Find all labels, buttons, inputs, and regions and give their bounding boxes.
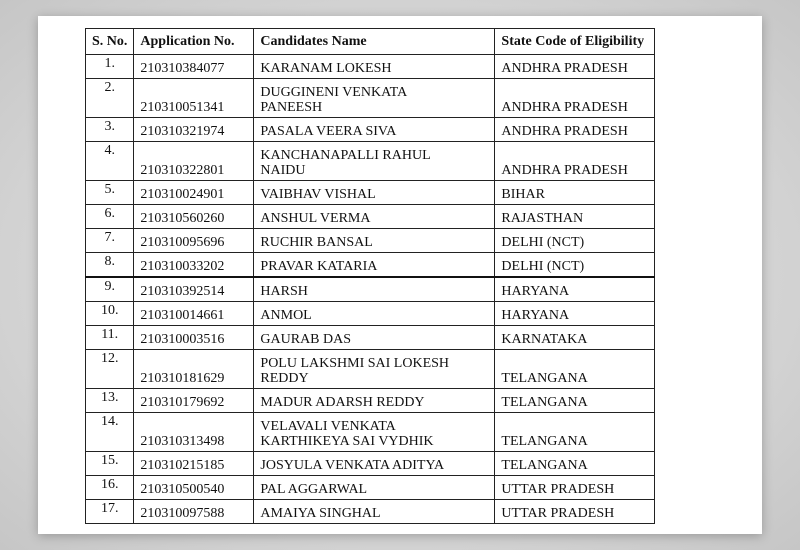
cell-candidate-name: KANCHANAPALLI RAHUL NAIDU bbox=[254, 142, 495, 181]
cell-sno: 2. bbox=[86, 79, 134, 118]
cell-application-no: 210310392514 bbox=[134, 277, 254, 302]
cell-application-no: 210310384077 bbox=[134, 55, 254, 79]
table-row bbox=[86, 229, 655, 253]
cell-candidate-name: GAURAB DAS bbox=[254, 326, 495, 350]
table-row bbox=[86, 253, 655, 278]
cell-sno: 16. bbox=[86, 476, 134, 500]
cell-sno: 10. bbox=[86, 302, 134, 326]
cell-candidate-name: PASALA VEERA SIVA bbox=[254, 118, 495, 142]
table-header-row bbox=[86, 29, 655, 55]
cell-sno: 3. bbox=[86, 118, 134, 142]
cell-state-code: BIHAR bbox=[495, 181, 655, 205]
cell-state-code: HARYANA bbox=[495, 302, 655, 326]
cell-sno: 9. bbox=[86, 277, 134, 302]
cell-state-code: TELANGANA bbox=[495, 452, 655, 476]
cell-candidate-name: MADUR ADARSH REDDY bbox=[254, 389, 495, 413]
cell-candidate-name: KARANAM LOKESH bbox=[254, 55, 495, 79]
cell-application-no: 210310003516 bbox=[134, 326, 254, 350]
cell-sno: 5. bbox=[86, 181, 134, 205]
cell-sno: 6. bbox=[86, 205, 134, 229]
table-row bbox=[86, 350, 655, 389]
table-row bbox=[86, 476, 655, 500]
cell-application-no: 210310095696 bbox=[134, 229, 254, 253]
cell-application-no: 210310033202 bbox=[134, 253, 254, 278]
table-row bbox=[86, 389, 655, 413]
cell-application-no: 210310215185 bbox=[134, 452, 254, 476]
cell-candidate-name: RUCHIR BANSAL bbox=[254, 229, 495, 253]
table-row bbox=[86, 413, 655, 452]
cell-state-code: ANDHRA PRADESH bbox=[495, 118, 655, 142]
cell-state-code: HARYANA bbox=[495, 277, 655, 302]
cell-application-no: 210310560260 bbox=[134, 205, 254, 229]
header-state-code: State Code of Eligibility bbox=[495, 29, 655, 55]
header-candidate-name: Candidates Name bbox=[254, 29, 495, 55]
candidates-table bbox=[85, 28, 655, 524]
cell-state-code: TELANGANA bbox=[495, 350, 655, 389]
cell-candidate-name: HARSH bbox=[254, 277, 495, 302]
cell-sno: 13. bbox=[86, 389, 134, 413]
cell-candidate-name: VELAVALI VENKATA KARTHIKEYA SAI VYDHIK bbox=[254, 413, 495, 452]
cell-application-no: 210310014661 bbox=[134, 302, 254, 326]
cell-application-no: 210310500540 bbox=[134, 476, 254, 500]
cell-candidate-name: POLU LAKSHMI SAI LOKESH REDDY bbox=[254, 350, 495, 389]
table-body bbox=[86, 55, 655, 524]
header-application-no: Application No. bbox=[134, 29, 254, 55]
header-sno: S. No. bbox=[86, 29, 134, 55]
cell-application-no: 210310179692 bbox=[134, 389, 254, 413]
cell-candidate-name: AMAIYA SINGHAL bbox=[254, 500, 495, 524]
table-row bbox=[86, 326, 655, 350]
table-row bbox=[86, 302, 655, 326]
cell-sno: 14. bbox=[86, 413, 134, 452]
cell-state-code: ANDHRA PRADESH bbox=[495, 142, 655, 181]
cell-state-code: DELHI (NCT) bbox=[495, 253, 655, 278]
cell-state-code: TELANGANA bbox=[495, 389, 655, 413]
cell-sno: 12. bbox=[86, 350, 134, 389]
cell-application-no: 210310097588 bbox=[134, 500, 254, 524]
cell-candidate-name: JOSYULA VENKATA ADITYA bbox=[254, 452, 495, 476]
table-row bbox=[86, 181, 655, 205]
table-row bbox=[86, 452, 655, 476]
cell-state-code: ANDHRA PRADESH bbox=[495, 55, 655, 79]
cell-sno: 7. bbox=[86, 229, 134, 253]
cell-application-no: 210310322801 bbox=[134, 142, 254, 181]
cell-state-code: UTTAR PRADESH bbox=[495, 500, 655, 524]
cell-state-code: UTTAR PRADESH bbox=[495, 476, 655, 500]
cell-sno: 11. bbox=[86, 326, 134, 350]
cell-candidate-name: VAIBHAV VISHAL bbox=[254, 181, 495, 205]
cell-state-code: TELANGANA bbox=[495, 413, 655, 452]
cell-sno: 8. bbox=[86, 253, 134, 278]
cell-application-no: 210310313498 bbox=[134, 413, 254, 452]
table-row bbox=[86, 277, 655, 302]
cell-state-code: RAJASTHAN bbox=[495, 205, 655, 229]
cell-state-code: KARNATAKA bbox=[495, 326, 655, 350]
cell-sno: 15. bbox=[86, 452, 134, 476]
cell-candidate-name: DUGGINENI VENKATA PANEESH bbox=[254, 79, 495, 118]
cell-candidate-name: PRAVAR KATARIA bbox=[254, 253, 495, 278]
cell-sno: 4. bbox=[86, 142, 134, 181]
cell-state-code: DELHI (NCT) bbox=[495, 229, 655, 253]
cell-state-code: ANDHRA PRADESH bbox=[495, 79, 655, 118]
cell-application-no: 210310051341 bbox=[134, 79, 254, 118]
table-row bbox=[86, 142, 655, 181]
table-row bbox=[86, 500, 655, 524]
table-row bbox=[86, 79, 655, 118]
cell-sno: 1. bbox=[86, 55, 134, 79]
document-sheet bbox=[38, 16, 762, 534]
cell-candidate-name: ANSHUL VERMA bbox=[254, 205, 495, 229]
cell-candidate-name: PAL AGGARWAL bbox=[254, 476, 495, 500]
cell-application-no: 210310181629 bbox=[134, 350, 254, 389]
cell-sno: 17. bbox=[86, 500, 134, 524]
table-row bbox=[86, 118, 655, 142]
cell-application-no: 210310024901 bbox=[134, 181, 254, 205]
table-row bbox=[86, 205, 655, 229]
cell-candidate-name: ANMOL bbox=[254, 302, 495, 326]
cell-application-no: 210310321974 bbox=[134, 118, 254, 142]
table-row bbox=[86, 55, 655, 79]
